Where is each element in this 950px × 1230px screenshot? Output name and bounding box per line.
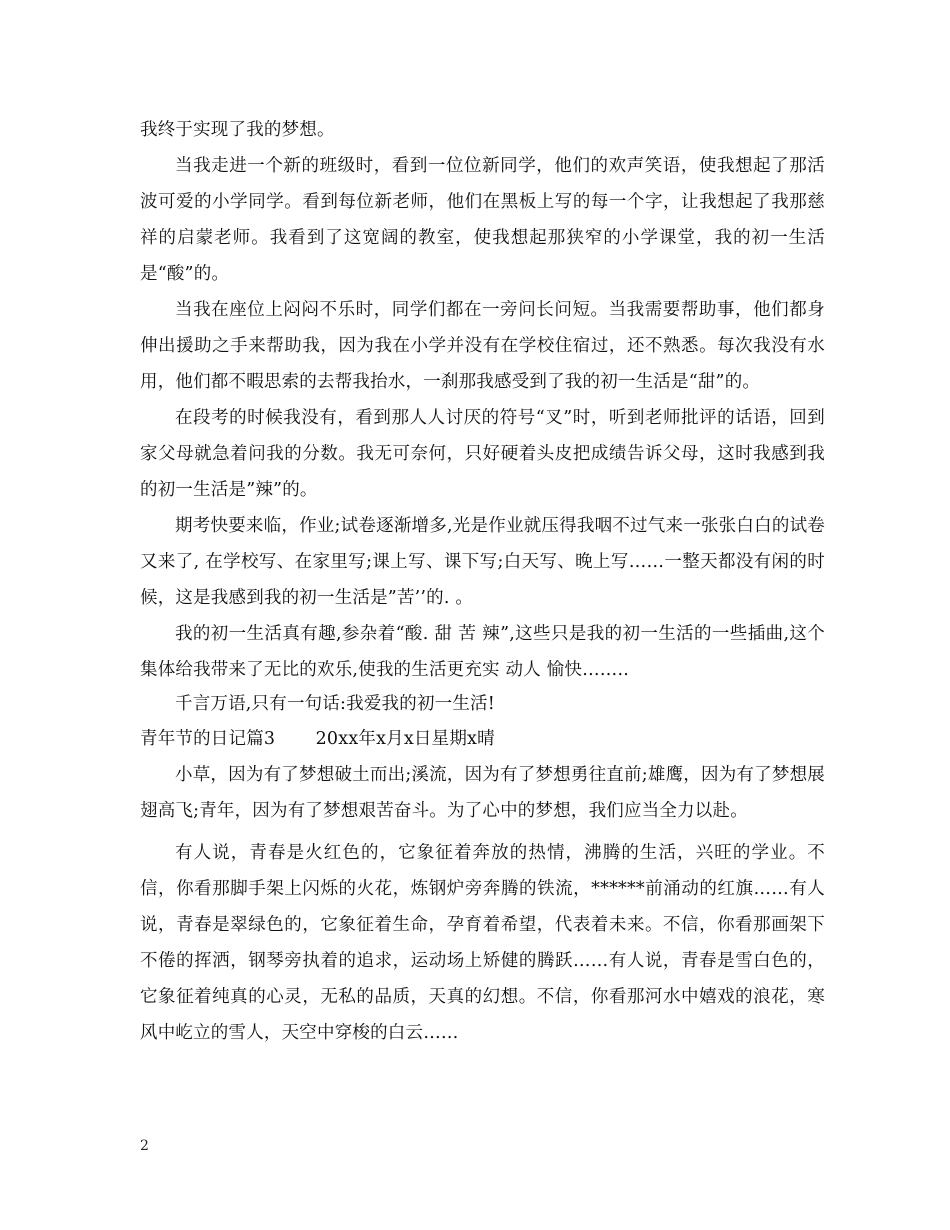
paragraph-summary: 我的初一生活真有趣,参杂着“酸. 甜 苦 辣”,这些只是我的初一生活的一些插曲,这个集体给我带来了无比的欢乐,使我的生活更充实 动人 愉快…….. bbox=[140, 624, 825, 680]
paragraph-conclusion: 千言万语,只有一句话:我爱我的初一生活! bbox=[175, 694, 495, 714]
paragraph-bitter: 期考快要来临，作业;试卷逐渐增多,光是作业就压得我咽不过气来一张张白白的试卷又来了, 在学校写、在家里写;课上写、课下写;白天写、晚上写……一整天都没有闲的时候，这是我感到我的初一生活是”苦’’的. 。 bbox=[140, 516, 825, 608]
page-number: 2 bbox=[140, 1138, 149, 1154]
paragraph-continuation: 我终于实现了我的梦想。 bbox=[140, 120, 335, 140]
paragraph-spicy: 在段考的时候我没有，看到那人人讨厌的符号“叉”时，听到老师批评的话语，回到家父母就急着问我的分数。我无可奈何，只好硬着头皮把成绩告诉父母，这时我感到我的初一生活是”辣”的。 bbox=[140, 408, 825, 500]
paragraph-youth: 有人说，青春是火红色的，它象征着奔放的热情，沸腾的生活，兴旺的学业。不信，你看那脚手架上闪烁的火花，炼钢炉旁奔腾的铁流，******前涌动的红旗……有人说，青春是翠绿色的，它象征着生命，孕育着希望，代表着未来。不信，你看那画架下不倦的挥洒，钢琴旁执着的追求，运动场上矫健的腾跃……有人说，青春是雪白色的，它象征着纯真的心灵，无私的品质，天真的幻想。不信，你看那河水中嬉戏的浪花，寒风中屹立的雪人，天空中穿梭的白云…… bbox=[140, 843, 825, 1043]
section-title: 青年节的日记篇3 bbox=[140, 729, 276, 749]
paragraph-sweet: 当我在座位上闷闷不乐时，同学们都在一旁问长问短。当我需要帮助事，他们都身伸出援助之手来帮助我，因为我在小学并没有在学校住宿过，还不熟悉。每次我没有水用，他们都不暇思索的去帮我抬水，一刹那我感受到了我的初一生活是“甜”的。 bbox=[140, 300, 825, 392]
document-body bbox=[140, 112, 825, 1051]
paragraph-dreams: 小草，因为有了梦想破土而出;溪流，因为有了梦想勇往直前;雄鹰，因为有了梦想展翅高飞;青年，因为有了梦想艰苦奋斗。为了心中的梦想，我们应当全力以赴。 bbox=[140, 765, 825, 821]
section-date-weather: 20xx年x月x日星期x晴 bbox=[315, 729, 495, 749]
section-heading bbox=[140, 721, 825, 757]
paragraph-sour: 当我走进一个新的班级时，看到一位位新同学，他们的欢声笑语，使我想起了那活波可爱的小学同学。看到每位新老师，他们在黑板上写的每一个字，让我想起了我那慈祥的启蒙老师。我看到了这宽阔的教室，使我想起那狭窄的小学课堂，我的初一生活是“酸”的。 bbox=[140, 156, 825, 284]
